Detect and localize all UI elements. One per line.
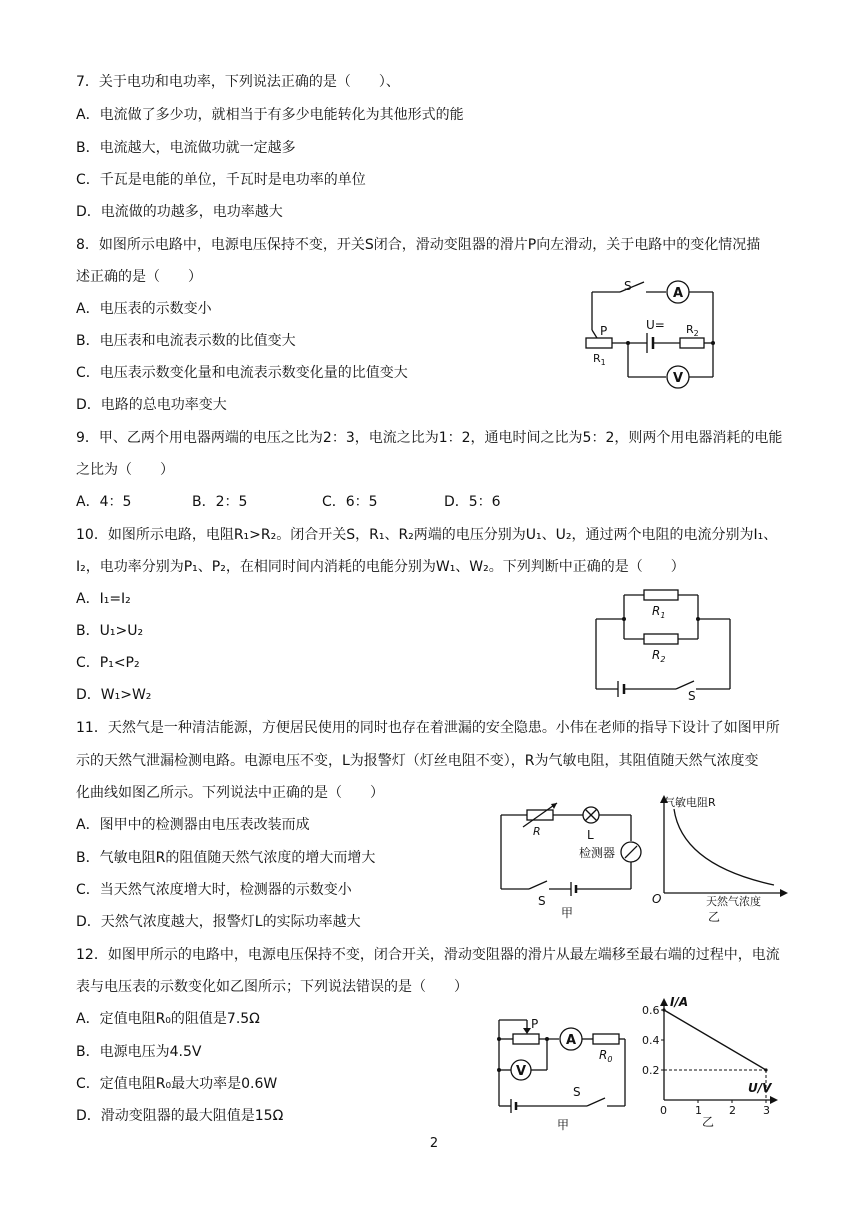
q12-switch-label: S bbox=[573, 1085, 581, 1099]
q9-option-a: A．4：5 bbox=[76, 494, 132, 510]
q12-chart-origin: 0 bbox=[660, 1104, 667, 1117]
q12-stem-line1: 12．如图甲所示的电路中，电源电压保持不变，闭合开关，滑动变阻器的滑片从最左端移至最右端的过程中，电流 bbox=[76, 947, 780, 963]
y-tick-label: 0.6 bbox=[642, 1004, 660, 1017]
q11-stem-line2: 示的天然气泄漏检测电路。电源电压不变，L为报警灯（灯丝电阻不变），R为气敏电阻，其阻值随天然气浓度变 bbox=[76, 753, 759, 769]
q11-lamp-label: L bbox=[587, 828, 594, 842]
q10-stem-line2: I₂，电功率分别为P₁、P₂，在相同时间内消耗的电能分别为W₁、W₂。下列判断中正确的是（ ） bbox=[76, 559, 685, 575]
q9-option-c: C．6：5 bbox=[322, 494, 378, 510]
q12-fig-b-caption: 乙 bbox=[702, 1115, 715, 1129]
q12-iu-chart bbox=[638, 990, 788, 1130]
q12-option-a: A．定值电阻R₀的阻值是7.5Ω bbox=[76, 1011, 260, 1027]
q9-options bbox=[76, 493, 501, 511]
q10-option-b: B．U₁>U₂ bbox=[76, 623, 144, 639]
q8-circuit-figure bbox=[580, 278, 720, 388]
q7-option-a: A．电流做了多少功，就相当于有多少电能转化为其他形式的能 bbox=[76, 107, 464, 123]
q7-option-d: D．电流做的功越多，电功率越大 bbox=[76, 204, 283, 220]
q11-option-c: C．当天然气浓度增大时，检测器的示数变小 bbox=[76, 882, 352, 898]
q8-r2-label: $R_2$ bbox=[686, 323, 699, 338]
x-tick-label: 1 bbox=[695, 1104, 702, 1117]
q11-stem-line1: 11．天然气是一种清洁能源，方便居民使用的同时也存在着泄漏的安全隐患。小伟在老师的指导下设计了如图甲所 bbox=[76, 720, 780, 736]
x-tick-label: 3 bbox=[763, 1104, 770, 1117]
q11-option-a: A．图甲中的检测器由电压表改装而成 bbox=[76, 817, 310, 833]
q7-option-c: C．千瓦是电能的单位，千瓦时是电功率的单位 bbox=[76, 172, 366, 188]
page-number: 2 bbox=[429, 1136, 439, 1151]
q7-option-b: B．电流越大，电流做功就一定越多 bbox=[76, 140, 296, 156]
data-point bbox=[662, 1008, 665, 1011]
q7-stem: 7．关于电功和电功率，下列说法正确的是（ ）、 bbox=[76, 74, 400, 90]
q8-slider-label: P bbox=[600, 324, 608, 338]
x-tick-label: 2 bbox=[729, 1104, 736, 1117]
q12-chart-xlabel: U/V bbox=[748, 1081, 772, 1095]
q11-option-d: D．天然气浓度越大，报警灯L的实际功率越大 bbox=[76, 914, 361, 930]
q8-option-a: A．电压表的示数变小 bbox=[76, 301, 212, 317]
q12-slider-label: P bbox=[531, 1017, 539, 1031]
q8-ammeter-label: A bbox=[673, 286, 684, 301]
q8-r1-label: $R_1$ bbox=[593, 352, 606, 367]
q11-option-b: B．气敏电阻R的阻值随天然气浓度的增大而增大 bbox=[76, 850, 376, 866]
q10-r2-label: $R_2$ bbox=[652, 648, 666, 664]
q10-circuit-figure bbox=[590, 585, 740, 703]
q9-option-d: D．5：6 bbox=[444, 494, 501, 510]
q10-option-a: A．I₁=I₂ bbox=[76, 591, 131, 607]
q9-option-b: B．2：5 bbox=[192, 494, 248, 510]
q8-switch-label: S bbox=[624, 279, 632, 293]
q11-fig-b-caption: 乙 bbox=[708, 910, 721, 924]
q11-switch-label: S bbox=[538, 894, 546, 908]
q8-voltmeter-label: V bbox=[673, 371, 684, 386]
q12-voltmeter-label: V bbox=[516, 1064, 527, 1079]
series-line bbox=[664, 1010, 766, 1070]
q8-option-b: B．电压表和电流表示数的比值变大 bbox=[76, 333, 296, 349]
q8-option-d: D．电路的总电功率变大 bbox=[76, 397, 227, 413]
q12-circuit-figure bbox=[495, 1012, 635, 1137]
q11-detector-label: 检测器 bbox=[579, 846, 616, 860]
q11-graph-origin: O bbox=[652, 892, 662, 906]
q11-graph-xlabel: 天然气浓度 bbox=[706, 895, 761, 908]
q10-switch-label: S bbox=[688, 689, 696, 703]
q8-stem-line2: 述正确的是（ ） bbox=[76, 269, 202, 285]
q10-stem-line1: 10．如图所示电路，电阻R₁>R₂。闭合开关S，R₁、R₂两端的电压分别为U₁、U₂，通过两个电阻的电流分别为I₁、 bbox=[76, 527, 778, 543]
q11-r-label: R bbox=[533, 825, 541, 838]
y-tick-label: 0.2 bbox=[642, 1064, 660, 1077]
q10-r1-label: $R_1$ bbox=[652, 604, 666, 620]
q10-option-d: D．W₁>W₂ bbox=[76, 687, 152, 703]
q11-graph-ylabel: 气敏电阻R bbox=[664, 796, 716, 809]
q11-fig-a-caption: 甲 bbox=[561, 906, 574, 920]
q12-r0-label: $R_0$ bbox=[599, 1048, 613, 1064]
q12-fig-a-caption: 甲 bbox=[557, 1118, 570, 1132]
q9-stem-line1: 9．甲、乙两个用电器两端的电压之比为2：3，电流之比为1：2，通电时间之比为5：2，则两个用电器消耗的电能 bbox=[76, 430, 783, 446]
q12-stem-line2: 表与电压表的示数变化如乙图所示；下列说法错误的是（ ） bbox=[76, 979, 468, 995]
q11-stem-line3: 化曲线如图乙所示。下列说法中正确的是（ ） bbox=[76, 785, 384, 801]
q12-ammeter-label: A bbox=[566, 1033, 577, 1048]
q11-circuit-figure bbox=[495, 805, 645, 920]
q11-resistance-graph bbox=[650, 795, 790, 925]
q12-option-c: C．定值电阻R₀最大功率是0.6W bbox=[76, 1076, 278, 1092]
q8-option-c: C．电压表示数变化量和电流表示数变化量的比值变大 bbox=[76, 365, 408, 381]
q8-stem-line1: 8．如图所示电路中，电源电压保持不变，开关S闭合，滑动变阻器的滑片P向左滑动，关于电路中的变化情况描 bbox=[76, 237, 761, 253]
q8-source-label: U= bbox=[646, 318, 665, 332]
q9-stem-line2: 之比为（ ） bbox=[76, 462, 174, 478]
data-point bbox=[764, 1068, 767, 1071]
q12-chart-ylabel: I/A bbox=[670, 995, 689, 1009]
q12-option-d: D．滑动变阻器的最大阻值是15Ω bbox=[76, 1108, 284, 1124]
y-tick-label: 0.4 bbox=[642, 1034, 660, 1047]
q12-option-b: B．电源电压为4.5V bbox=[76, 1044, 202, 1060]
q10-option-c: C．P₁<P₂ bbox=[76, 655, 140, 671]
